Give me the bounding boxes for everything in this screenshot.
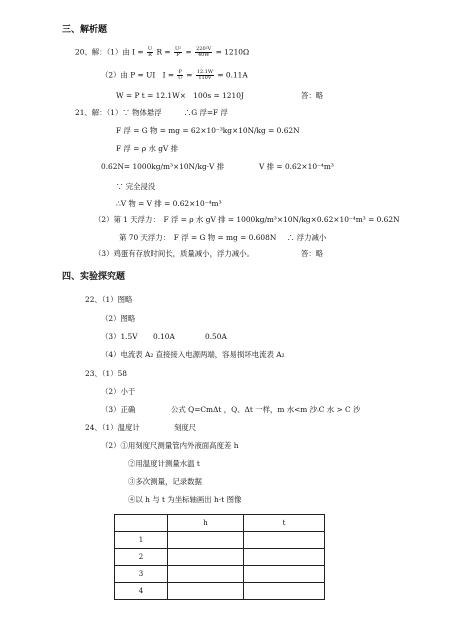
q24-line2: （2）①用刻度尺测量管内外液面高度差 h bbox=[101, 441, 239, 450]
frac-den: P bbox=[176, 52, 180, 58]
q22-line1: 22、（1）图略 bbox=[85, 295, 133, 304]
table-row bbox=[115, 566, 325, 583]
q23-line1: 23、（1）58 bbox=[85, 369, 127, 378]
q24-line1b: 刻度尺 bbox=[174, 423, 197, 432]
q21-line8b: ∴ 浮力减小 bbox=[287, 233, 327, 242]
q23-line3c: ∴C 水 > C 沙 bbox=[314, 405, 361, 414]
table-cell bbox=[244, 532, 325, 549]
q22-line3a: （3）1.5V bbox=[101, 332, 138, 341]
data-table bbox=[114, 514, 325, 600]
q23-line3a: （3）正确 bbox=[101, 405, 136, 414]
table-cell bbox=[244, 583, 325, 600]
row-label: 3 bbox=[115, 566, 168, 583]
q21-line2: F 浮 = G 物 = mg = 62×10⁻³kg×10N/kg = 0.62N bbox=[116, 126, 300, 135]
q21-line9b: 答：略 bbox=[301, 249, 324, 258]
q20-l1-text-a: 20、解：（1）由 I = bbox=[75, 47, 144, 57]
table-cell bbox=[168, 566, 244, 583]
table-row bbox=[115, 532, 325, 549]
q20-l2-frac1 bbox=[177, 70, 182, 81]
section-3-title: 三、解析题 bbox=[62, 25, 108, 35]
q22-line3c: 0.50A bbox=[205, 332, 227, 341]
table-row bbox=[115, 549, 325, 566]
frac-num: U² bbox=[174, 46, 182, 52]
q20-l1-text-d: = 1210Ω bbox=[215, 47, 250, 57]
table-cell bbox=[168, 549, 244, 566]
q21-line4b: V 排 = 0.62×10⁻⁴m³ bbox=[259, 162, 334, 171]
frac-den: 40W bbox=[197, 52, 210, 58]
q20-answer: 答：略 bbox=[301, 91, 324, 100]
row-label: 4 bbox=[115, 583, 168, 600]
q20-l2-text-b: = bbox=[186, 70, 193, 80]
q21-line5: ∵ 完全浸没 bbox=[116, 182, 156, 191]
q24-line4: ③多次测量，记录数据 bbox=[128, 477, 202, 486]
q24-line1a: 24、（1）温度计 bbox=[85, 423, 140, 432]
q21-line6: ∴V 物 = V 排 = 0.62×10⁻⁴m³ bbox=[116, 199, 222, 208]
q20-l1-frac1 bbox=[147, 47, 153, 58]
frac-den: U bbox=[178, 75, 183, 81]
section-4-title: 四、实验探究题 bbox=[62, 272, 126, 282]
q23-line3b: 公式 Q=CmΔt ，Q、Δt 一样，m 水<m 沙 bbox=[171, 405, 318, 414]
row-label: 1 bbox=[115, 532, 168, 549]
table-header-cell: t bbox=[244, 515, 325, 532]
q20-l2-frac2 bbox=[196, 70, 214, 81]
q21-line1: 21、解：（1）∵ 物体悬浮 ∴G 浮=F 浮 bbox=[75, 108, 228, 117]
table-header-row bbox=[115, 515, 325, 532]
frac-den: 110V bbox=[198, 75, 212, 81]
q20-l1-text-b: R = bbox=[156, 47, 171, 57]
q21-line4a: 0.62N= 1000kg/m³×10N/kg·V 排 bbox=[101, 162, 225, 171]
frac-num: 220²V bbox=[196, 46, 212, 52]
q22-line2: （2）图略 bbox=[101, 314, 136, 323]
q20-line2 bbox=[101, 70, 248, 81]
table-cell bbox=[244, 549, 325, 566]
q20-l2-text-c: = 0.11A bbox=[217, 70, 248, 80]
table-cell bbox=[168, 583, 244, 600]
table-cell bbox=[168, 532, 244, 549]
q22-line4: （4）电流表 A₂ 直接接入电源两端，容易损坏电流表 A₂ bbox=[101, 350, 285, 359]
q20-l1-text-c: = bbox=[185, 47, 192, 57]
q20-l2-text-a: （2）由 P = UI I = bbox=[101, 70, 175, 80]
frac-num: 12.1W bbox=[196, 69, 214, 75]
q20-l1-frac2 bbox=[174, 47, 182, 58]
table-header-cell bbox=[115, 515, 168, 532]
row-label: 2 bbox=[115, 549, 168, 566]
q20-line1 bbox=[75, 47, 249, 58]
table-row bbox=[115, 583, 325, 600]
q23-line2: （2）小于 bbox=[101, 387, 136, 396]
table-header-cell: h bbox=[168, 515, 244, 532]
q20-l1-frac3 bbox=[195, 47, 212, 58]
q21-line8a: 第 70 天浮力： F 浮 = G 物 = mg = 0.608N bbox=[119, 233, 277, 242]
q22-line3b: 0.10A bbox=[153, 332, 175, 341]
q21-line9a: （3）鸡蛋有存放时间长，质量减小，浮力减小。 bbox=[94, 249, 254, 258]
frac-num: P bbox=[178, 69, 182, 75]
frac-num: U bbox=[147, 46, 153, 52]
q24-line5: ④以 h 与 t 为坐标轴画出 h-t 图像 bbox=[128, 495, 242, 504]
q21-line7: （2）第 1 天浮力： F 浮 = ρ 水 gV 排 = 1000kg/m³×10N/kg×0.62×10⁻⁴m³ = 0.62N bbox=[94, 215, 400, 224]
table-cell bbox=[244, 566, 325, 583]
q20-line3: W = P t = 12.1W× 100s = 1210J bbox=[116, 91, 244, 100]
q24-line3: ②用温度计测量水温 t bbox=[128, 459, 200, 468]
q21-line3: F 浮 = ρ 水 gV 排 bbox=[116, 144, 179, 153]
frac-den: R bbox=[148, 52, 152, 58]
